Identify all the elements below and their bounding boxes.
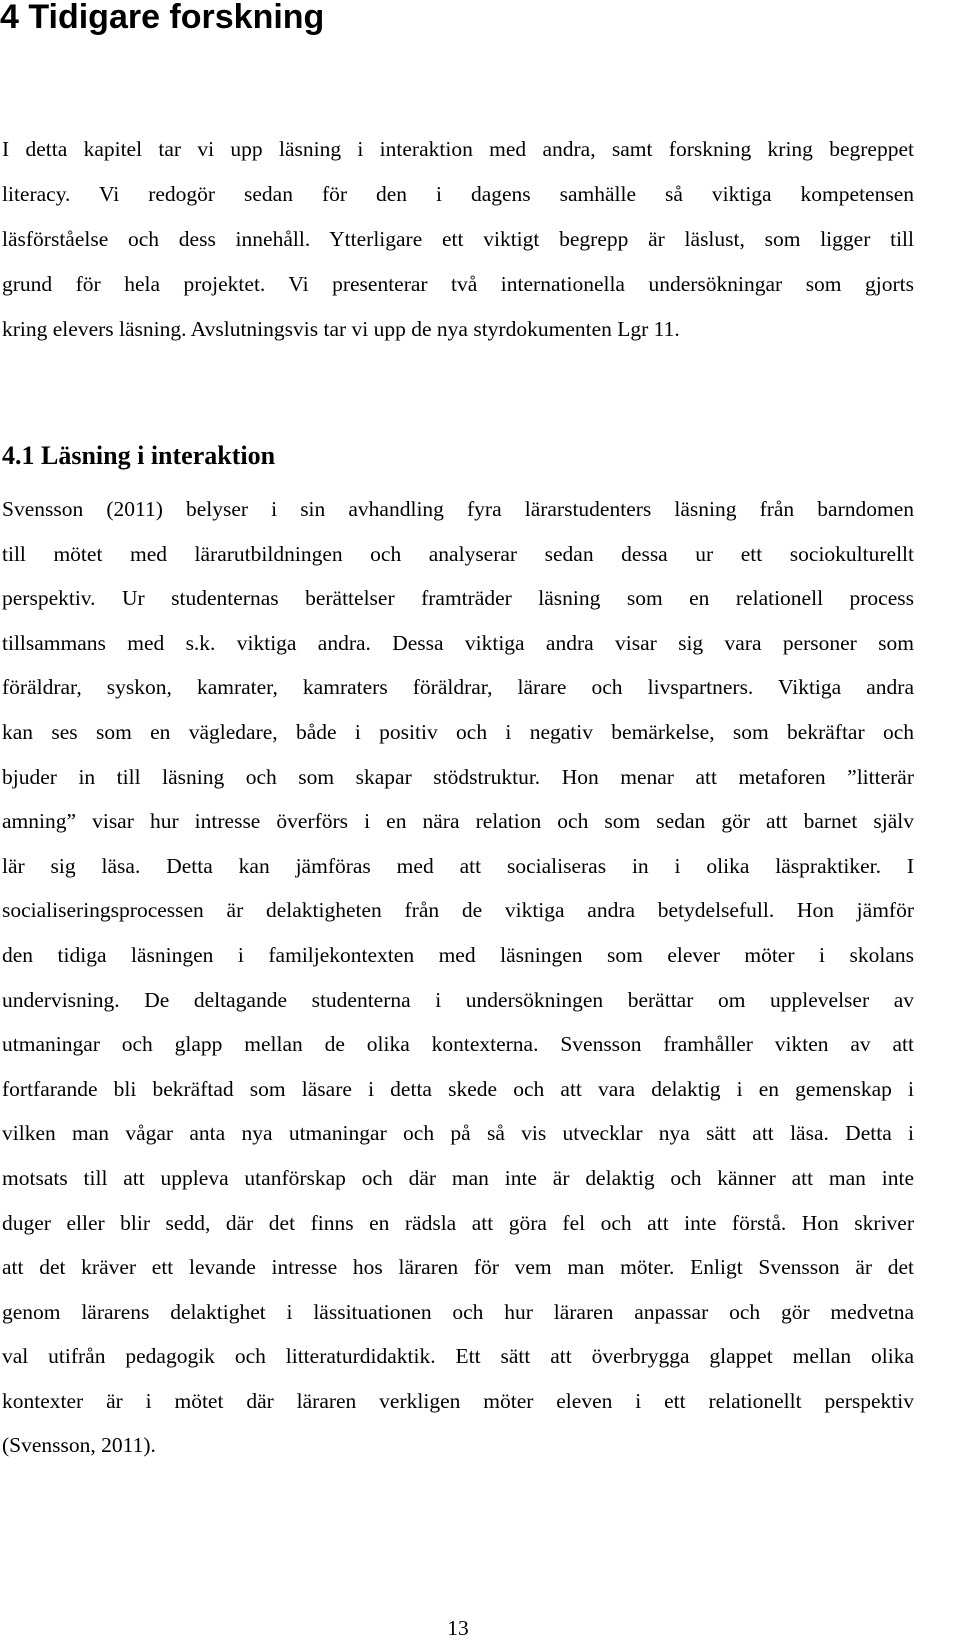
- body-line: kontexter är i mötet där läraren verkligen möter eleven i ett relationellt perspektiv: [2, 1388, 914, 1413]
- section-heading: 4.1 Läsning i interaktion: [2, 441, 276, 470]
- body-line: bjuder in till läsning och som skapar stödstruktur. Hon menar att metaforen ”litterär: [2, 764, 914, 789]
- body-paragraph: [2, 487, 914, 1468]
- body-line: undervisning. De deltagande studenterna i undersökningen berättar om upplevelser av: [2, 987, 914, 1012]
- body-line: lär sig läsa. Detta kan jämföras med att socialiseras in i olika läspraktiker. I: [2, 853, 914, 878]
- body-line: kan ses som en vägledare, både i positiv och i negativ bemärkelse, som bekräftar och: [2, 719, 914, 744]
- body-line: fortfarande bli bekräftad som läsare i detta skede och att vara delaktig i en gemenskap i: [2, 1076, 914, 1101]
- body-line: genom lärarens delaktighet i lässituationen och hur läraren anpassar och gör medvetna: [2, 1299, 914, 1324]
- body-line: (Svensson, 2011).: [2, 1433, 156, 1458]
- intro-paragraph: [2, 127, 914, 352]
- page-number: 13: [447, 1616, 469, 1640]
- body-line: duger eller blir sedd, där det finns en rädsla att göra fel och att inte förstå. Hon skriver: [2, 1210, 914, 1235]
- body-line: perspektiv. Ur studenternas berättelser framträder läsning som en relationell process: [2, 586, 914, 611]
- body-line: Svensson (2011) belyser i sin avhandling fyra lärarstudenters läsning från barndomen: [2, 497, 914, 521]
- body-line: val utifrån pedagogik och litteraturdidaktik. Ett sätt att överbrygga glappet mellan olika: [2, 1344, 914, 1369]
- chapter-heading: 4 Tidigare forskning: [0, 0, 325, 36]
- body-line: till mötet med lärarutbildningen och analyserar sedan dessa ur ett sociokulturellt: [2, 541, 914, 566]
- body-line: amning” visar hur intresse överförs i en nära relation och som sedan gör att barnet själv: [2, 809, 914, 834]
- intro-line: grund för hela projektet. Vi presenterar två internationella undersökningar som gjorts: [2, 272, 914, 296]
- body-line: socialiseringsprocessen är delaktigheten från de viktiga andra betydelsefull. Hon jämför: [2, 898, 914, 923]
- intro-line: kring elevers läsning. Avslutningsvis tar vi upp de nya styrdokumenten Lgr 11.: [2, 317, 680, 341]
- body-line: vilken man vågar anta nya utmaningar och på så vis utvecklar nya sätt att läsa. Detta i: [2, 1121, 914, 1146]
- intro-line: literacy. Vi redogör sedan för den i dagens samhälle så viktiga kompetensen: [2, 182, 914, 206]
- body-line: föräldrar, syskon, kamrater, kamraters föräldrar, lärare och livspartners. Viktiga andra: [2, 675, 914, 700]
- body-line: att det kräver ett levande intresse hos läraren för vem man möter. Enligt Svensson är det: [2, 1255, 914, 1280]
- body-line: utmaningar och glapp mellan de olika kontexterna. Svensson framhåller vikten av att: [2, 1032, 914, 1057]
- body-line: den tidiga läsningen i familjekontexten med läsningen som elever möter i skolans: [2, 942, 914, 967]
- intro-line: läsförståelse och dess innehåll. Ytterligare ett viktigt begrepp är läslust, som ligger till: [2, 227, 914, 251]
- intro-line: I detta kapitel tar vi upp läsning i interaktion med andra, samt forskning kring begreppet: [2, 137, 914, 161]
- body-line: motsats till att uppleva utanförskap och där man inte är delaktig och känner att man inte: [2, 1165, 914, 1190]
- body-line: tillsammans med s.k. viktiga andra. Dessa viktiga andra visar sig vara personer som: [2, 630, 914, 655]
